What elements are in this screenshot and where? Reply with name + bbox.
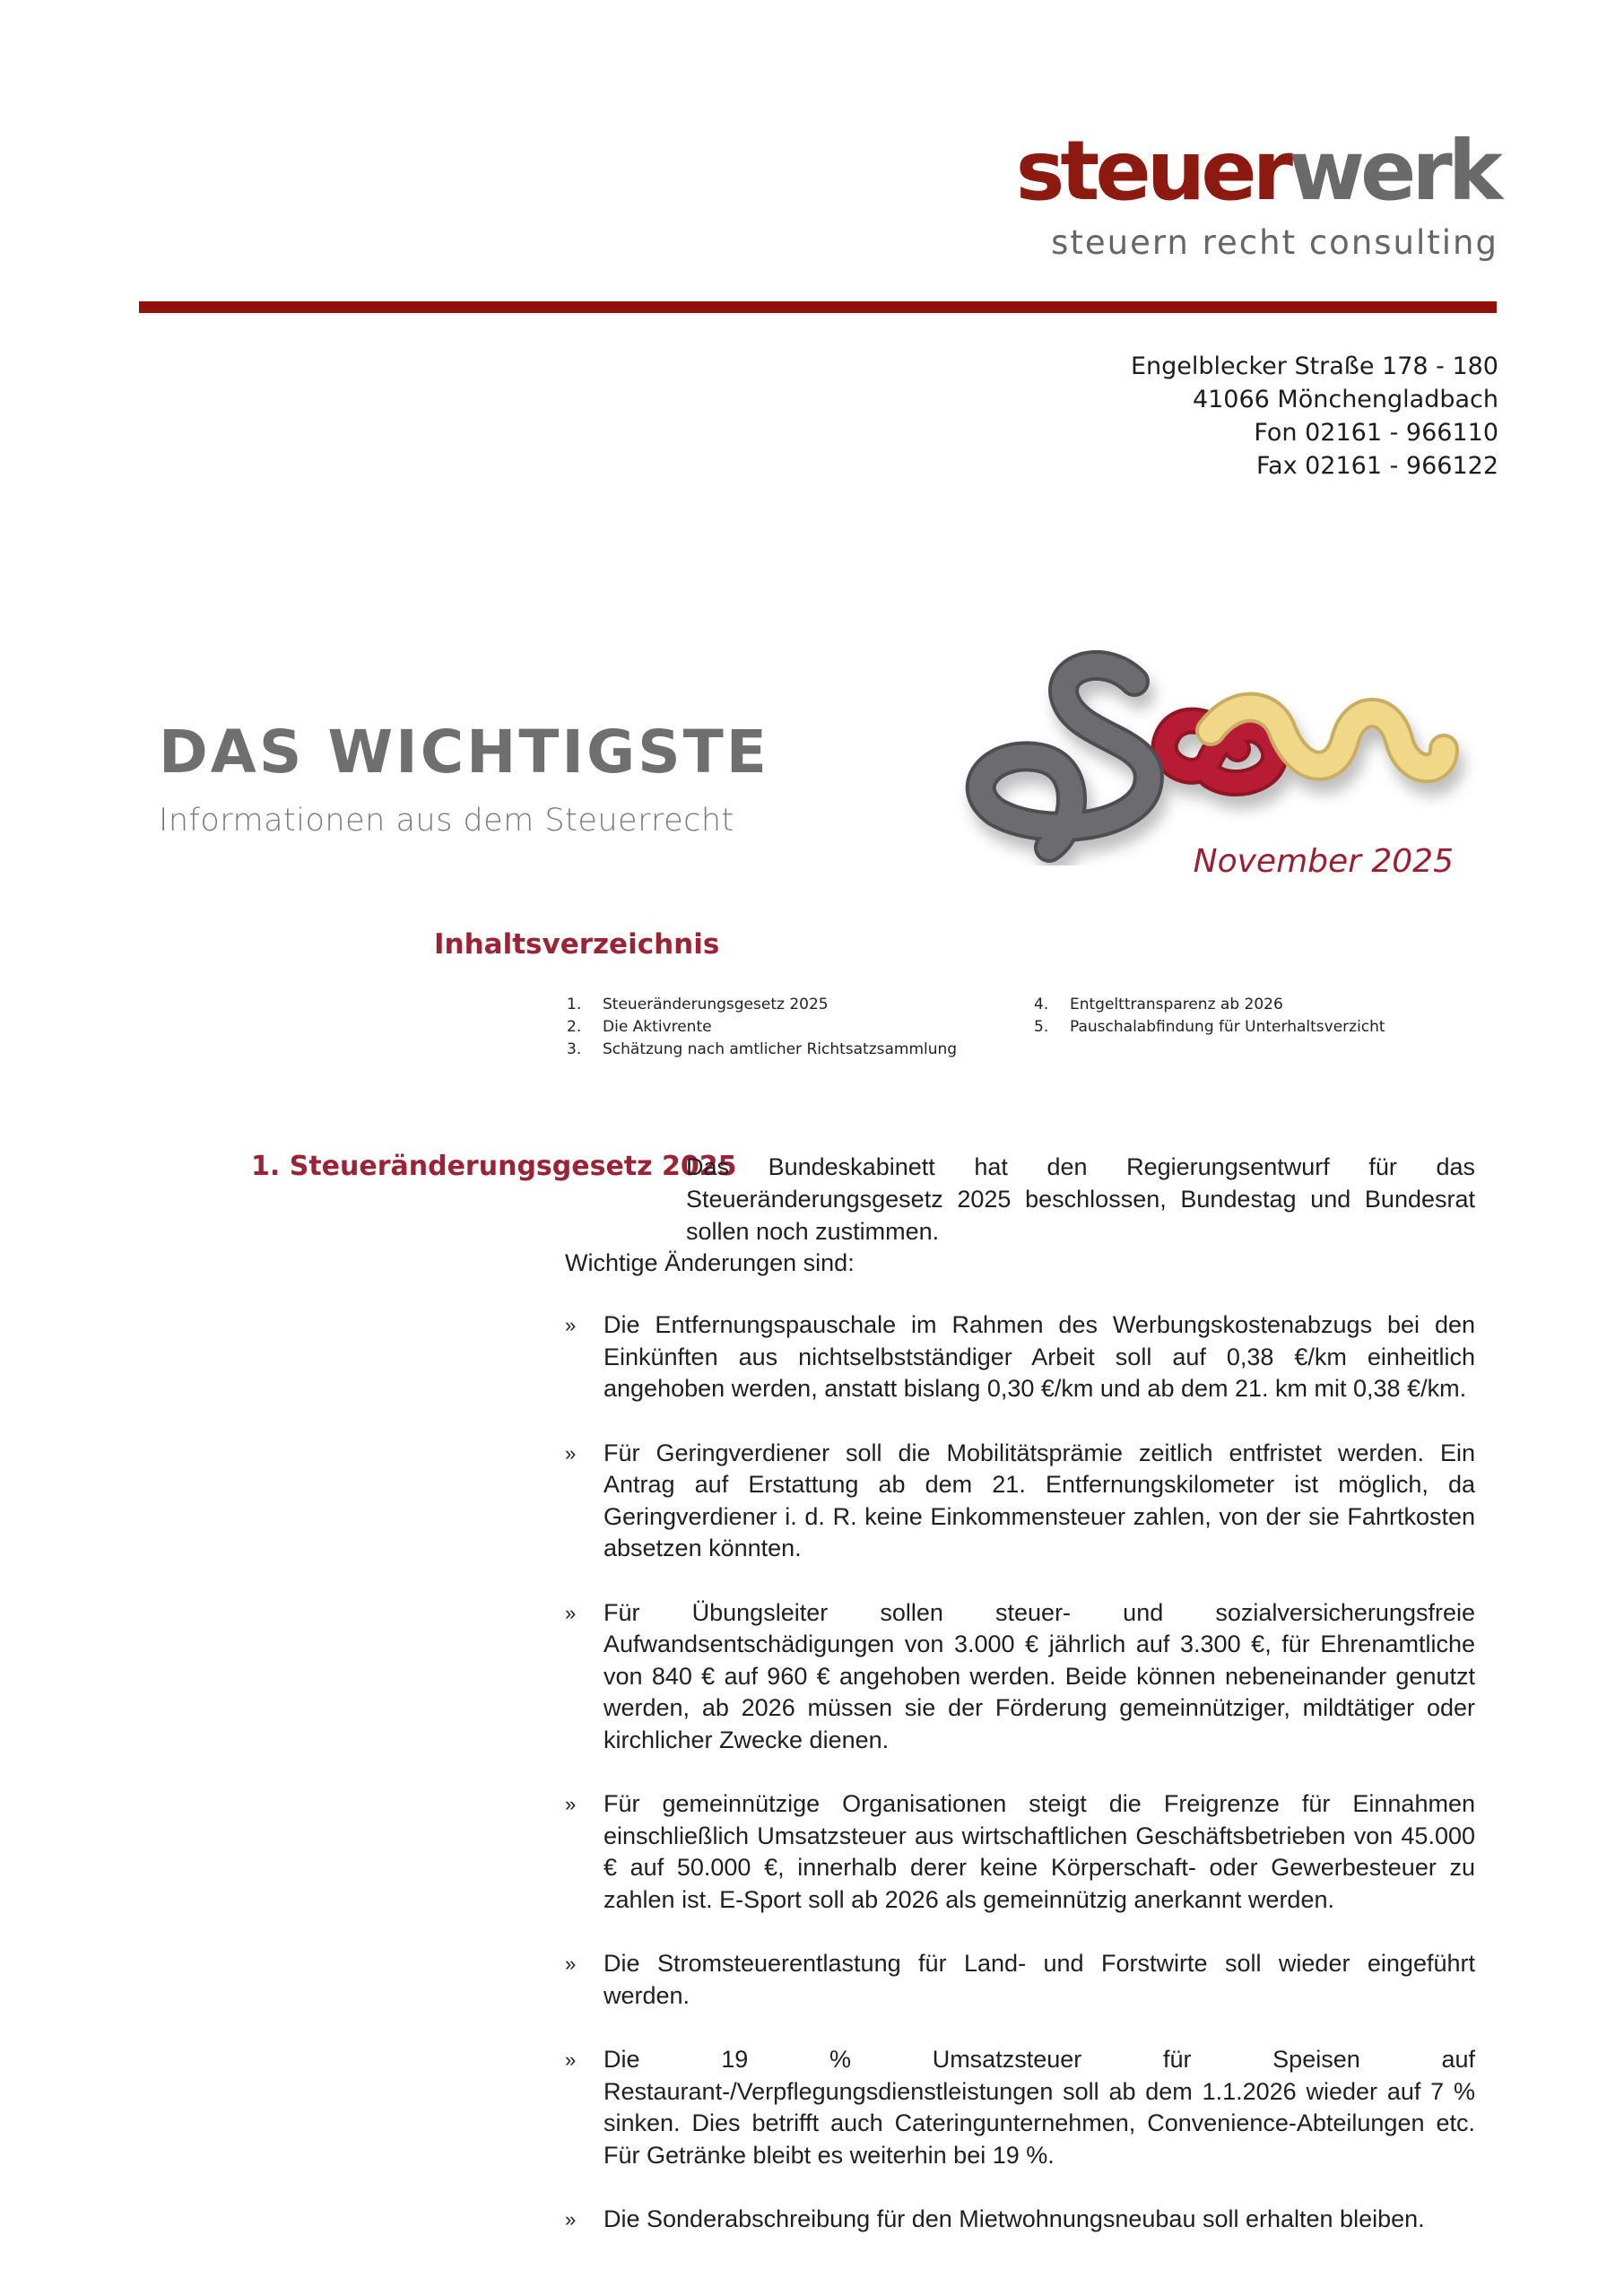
guillemet-bullet-icon: » [565, 2048, 577, 2071]
toc-label: Die Aktivrente [603, 1018, 712, 1036]
guillemet-bullet-icon: » [565, 1441, 577, 1465]
address-city: 41066 Mönchengladbach [1192, 386, 1498, 413]
section-intro: Das Bundeskabinett hat den Regierungsentwurf für das Steueränderungsgesetz 2025 beschlossen, Bundestag und Bundesrat sollen noch zustimmen. [686, 1153, 1475, 1245]
toc-column-right [1034, 994, 1385, 1039]
guillemet-bullet-icon: » [565, 1601, 577, 1624]
list-item-text: Die Stromsteuerentlastung für Land- und Forstwirte soll wieder eingeführt werden. [604, 1950, 1475, 2009]
list-item [565, 1597, 1475, 1757]
list-item [565, 1438, 1475, 1565]
issue-date: November 2025 [1193, 843, 1454, 880]
logo-wordmark [1015, 123, 1498, 219]
list-item [565, 2204, 1475, 2236]
list-item [565, 2044, 1475, 2171]
toc-number: 1. [567, 996, 582, 1013]
list-item [565, 1788, 1475, 1916]
list-item [565, 1309, 1475, 1405]
address-street: Engelblecker Straße 178 - 180 [1130, 352, 1498, 380]
list-item-text: Die 19 % Umsatzsteuer für Speisen auf Restaurant-/Verpflegungsdienstleistungen soll ab dem 1.1.2026 wieder auf 7 % sinken. Dies betrifft auch Cateringunternehmen, Convenience-Abteilungen etc. Für Getränke bleibt es weiterhin bei 19 %. [604, 2046, 1475, 2169]
logo-word-werk: werk [1289, 123, 1498, 219]
logo-tagline: steuern recht consulting [1051, 223, 1498, 262]
list-item-text: Für gemeinnützige Organisationen steigt die Freigrenze für Einnahmen einschließlich Umsatzsteuer aus wirtschaftlichen Geschäftsbetrieben von 45.000 € auf 50.000 €, innerhalb derer keine Körperschaft- oder Gewerbesteuer zu zahlen ist. E-Sport soll ab 2026 als gemeinnützig anerkannt werden. [604, 1790, 1475, 1913]
toc-label: Pauschalabfindung für Unterhaltsverzicht [1070, 1018, 1385, 1036]
list-item [565, 1948, 1475, 2012]
toc-number: 4. [1034, 996, 1049, 1013]
toc-label: Schätzung nach amtlicher Richtsatzsammlung [603, 1040, 958, 1058]
toc-number: 3. [567, 1040, 582, 1058]
steuerwerk-logo [1015, 123, 1498, 262]
guillemet-bullet-icon: » [565, 2208, 577, 2231]
guillemet-bullet-icon: » [565, 1314, 577, 1336]
toc-item[interactable] [567, 1016, 957, 1039]
toc-item[interactable] [1034, 994, 1385, 1016]
toc-column-left [567, 994, 957, 1061]
list-item-text: Die Entfernungspauschale im Rahmen des Werbungskostenabzugs bei den Einkünften aus nichtselbstständiger Arbeit soll auf 0,38 €/km einheitlich angehoben werden, anstatt bislang 0,30 €/km und ab dem 21. km mit 0,38 €/km. [604, 1311, 1475, 1402]
toc-item[interactable] [1034, 1016, 1385, 1039]
guillemet-bullet-icon: » [565, 1793, 577, 1815]
section-lead: Wichtige Änderungen sind: [565, 1249, 855, 1276]
toc-item[interactable] [567, 994, 957, 1016]
header-divider [139, 301, 1497, 313]
list-item-text: Für Übungsleiter sollen steuer- und sozialversicherungsfreie Aufwandsentschädigungen von 3.000 € jährlich auf 3.300 €, für Ehrenamtliche von 840 € auf 960 € angehoben werden. Beide können nebeneinander genutzt werden, ab 2026 müssen sie der Förderung gemeinnütziger, mildtätiger oder kirchlicher Zwecke dienen. [604, 1598, 1475, 1753]
toc-label: Entgelttransparenz ab 2026 [1070, 996, 1283, 1013]
newsletter-subtitle: Informationen aus dem Steuerrecht [159, 803, 734, 839]
address-fax: Fax 02161 - 966122 [1255, 452, 1498, 480]
list-item-text: Für Geringverdiener soll die Mobilitätsprämie zeitlich entfristet werden. Ein Antrag auf Erstattung ab dem 21. Entfernungskilometer ist möglich, da Geringverdiener i. d. R. keine Einkommensteuer zahlen, von der sie Fahrtkosten absetzen könnten. [604, 1439, 1475, 1561]
toc-label: Steueränderungsgesetz 2025 [603, 996, 829, 1013]
section-heading: 1. Steueränderungsgesetz 2025 [251, 1151, 737, 1182]
address-block [1131, 350, 1498, 483]
paragraph-symbols-icon [942, 650, 1480, 865]
newsletter-title: DAS WICHTIGSTE [159, 718, 769, 787]
toc-number: 5. [1034, 1018, 1049, 1036]
toc-item[interactable] [567, 1039, 957, 1061]
toc-number: 2. [567, 1018, 582, 1036]
changes-list [565, 1309, 1475, 2268]
guillemet-bullet-icon: » [565, 1952, 577, 1975]
logo-word-steuer: steuer [1015, 123, 1290, 219]
list-item-text: Die Sonderabschreibung für den Mietwohnungsneubau soll erhalten bleiben. [604, 2205, 1425, 2232]
toc-heading: Inhaltsverzeichnis [434, 928, 720, 961]
address-phone: Fon 02161 - 966110 [1254, 419, 1498, 447]
